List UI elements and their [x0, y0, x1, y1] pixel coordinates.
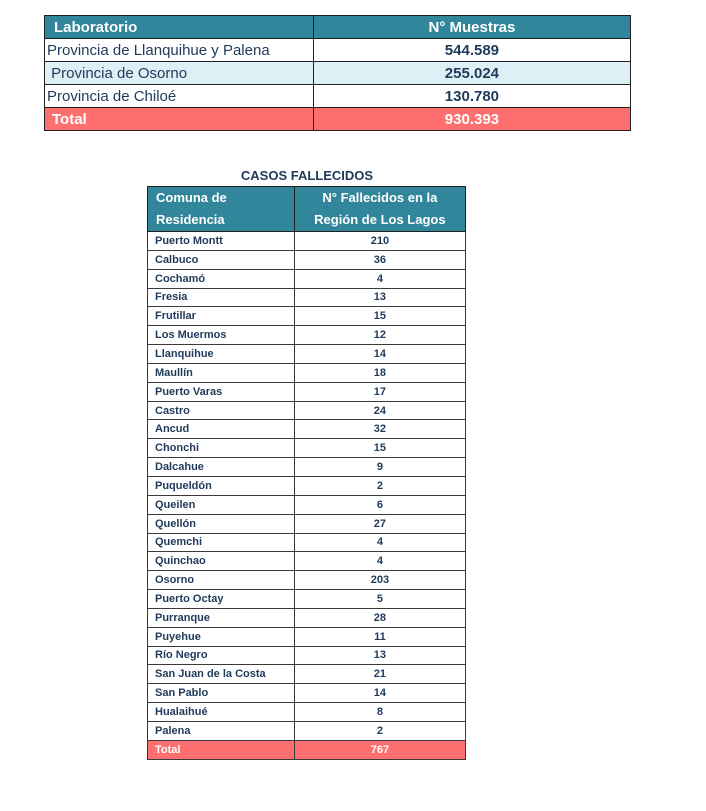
fallecidos-header-line2: Región de Los Lagos	[314, 212, 446, 227]
table-row	[148, 684, 466, 703]
fallecidos-count: 210	[294, 232, 465, 251]
comuna-name: Cochamó	[148, 269, 295, 288]
comuna-name: Llanquihue	[148, 345, 295, 364]
fallecidos-count: 4	[294, 533, 465, 552]
muestras-row	[45, 85, 631, 108]
table-row	[148, 703, 466, 722]
comuna-name: Quemchi	[148, 533, 295, 552]
sample-count: 130.780	[313, 85, 630, 108]
muestras-header-row	[45, 16, 631, 39]
comuna-name: Quinchao	[148, 552, 295, 571]
comuna-name: Castro	[148, 401, 295, 420]
fallecidos-count: 21	[294, 665, 465, 684]
comuna-name: Chonchi	[148, 439, 295, 458]
table-row	[148, 627, 466, 646]
fallecidos-count: 18	[294, 363, 465, 382]
province-name: Provincia de Osorno	[45, 62, 314, 85]
sample-count: 544.589	[313, 39, 630, 62]
comuna-name: Puerto Varas	[148, 382, 295, 401]
comuna-name: Osorno	[148, 571, 295, 590]
fallecidos-count: 24	[294, 401, 465, 420]
fallecidos-header-line1: N° Fallecidos en la	[322, 190, 438, 205]
deaths-table	[147, 186, 466, 760]
muestras-row	[45, 39, 631, 62]
total-value: 930.393	[313, 108, 630, 131]
comuna-name: San Juan de la Costa	[148, 665, 295, 684]
fallecidos-count: 2	[294, 476, 465, 495]
fallecidos-count: 36	[294, 250, 465, 269]
table-row	[148, 590, 466, 609]
table-row	[148, 514, 466, 533]
comuna-header-line1: Comuna de	[156, 190, 227, 205]
comuna-name: Purranque	[148, 608, 295, 627]
comuna-name: Río Negro	[148, 646, 295, 665]
comuna-name: Puqueldón	[148, 476, 295, 495]
fallecidos-count: 4	[294, 269, 465, 288]
table-row	[148, 382, 466, 401]
province-name: Provincia de Llanquihue y Palena	[45, 39, 314, 62]
fallecidos-count: 5	[294, 590, 465, 609]
table-row	[148, 420, 466, 439]
comuna-name: Frutillar	[148, 307, 295, 326]
table-row	[148, 326, 466, 345]
comuna-name: San Pablo	[148, 684, 295, 703]
table-row	[148, 363, 466, 382]
fallecidos-count: 203	[294, 571, 465, 590]
table-row	[148, 571, 466, 590]
table-row	[148, 495, 466, 514]
fallecidos-count: 17	[294, 382, 465, 401]
comuna-name: Hualaihué	[148, 703, 295, 722]
deaths-table-title: CASOS FALLECIDOS	[240, 168, 374, 183]
sample-count: 255.024	[313, 62, 630, 85]
comuna-name: Fresia	[148, 288, 295, 307]
comuna-name: Dalcahue	[148, 458, 295, 477]
fallecidos-count: 6	[294, 495, 465, 514]
fallecidos-count: 14	[294, 684, 465, 703]
comuna-header	[148, 187, 295, 232]
comuna-name: Puyehue	[148, 627, 295, 646]
fallecidos-header	[294, 187, 465, 232]
table-row	[148, 439, 466, 458]
muestras-table	[44, 15, 631, 131]
comuna-name: Puerto Octay	[148, 590, 295, 609]
fallecidos-count: 2	[294, 721, 465, 740]
total-value: 767	[294, 740, 465, 759]
province-name: Provincia de Chiloé	[45, 85, 314, 108]
table-row	[148, 250, 466, 269]
table-row	[148, 307, 466, 326]
fallecidos-count: 14	[294, 345, 465, 364]
fallecidos-count: 28	[294, 608, 465, 627]
fallecidos-count: 13	[294, 288, 465, 307]
table-row	[148, 646, 466, 665]
comuna-name: Los Muermos	[148, 326, 295, 345]
table-row	[148, 269, 466, 288]
deaths-header-row	[148, 187, 466, 232]
table-row	[148, 665, 466, 684]
fallecidos-count: 15	[294, 307, 465, 326]
muestras-row	[45, 62, 631, 85]
muestras-count-header: N° Muestras	[313, 16, 630, 39]
comuna-name: Palena	[148, 721, 295, 740]
muestras-total-row	[45, 108, 631, 131]
table-row	[148, 552, 466, 571]
table-row	[148, 476, 466, 495]
total-label: Total	[45, 108, 314, 131]
comuna-name: Maullín	[148, 363, 295, 382]
comuna-name: Calbuco	[148, 250, 295, 269]
fallecidos-count: 11	[294, 627, 465, 646]
fallecidos-count: 4	[294, 552, 465, 571]
deaths-total-row	[148, 740, 466, 759]
comuna-name: Puerto Montt	[148, 232, 295, 251]
total-label: Total	[148, 740, 295, 759]
fallecidos-count: 8	[294, 703, 465, 722]
laboratorio-header: Laboratorio	[45, 16, 314, 39]
comuna-header-line2: Residencia	[156, 212, 225, 227]
table-row	[148, 232, 466, 251]
table-row	[148, 533, 466, 552]
comuna-name: Queilen	[148, 495, 295, 514]
table-row	[148, 401, 466, 420]
table-row	[148, 721, 466, 740]
fallecidos-count: 32	[294, 420, 465, 439]
table-row	[148, 345, 466, 364]
fallecidos-count: 12	[294, 326, 465, 345]
comuna-name: Ancud	[148, 420, 295, 439]
table-row	[148, 458, 466, 477]
table-row	[148, 288, 466, 307]
fallecidos-count: 9	[294, 458, 465, 477]
table-row	[148, 608, 466, 627]
comuna-name: Quellón	[148, 514, 295, 533]
fallecidos-count: 15	[294, 439, 465, 458]
fallecidos-count: 13	[294, 646, 465, 665]
fallecidos-count: 27	[294, 514, 465, 533]
